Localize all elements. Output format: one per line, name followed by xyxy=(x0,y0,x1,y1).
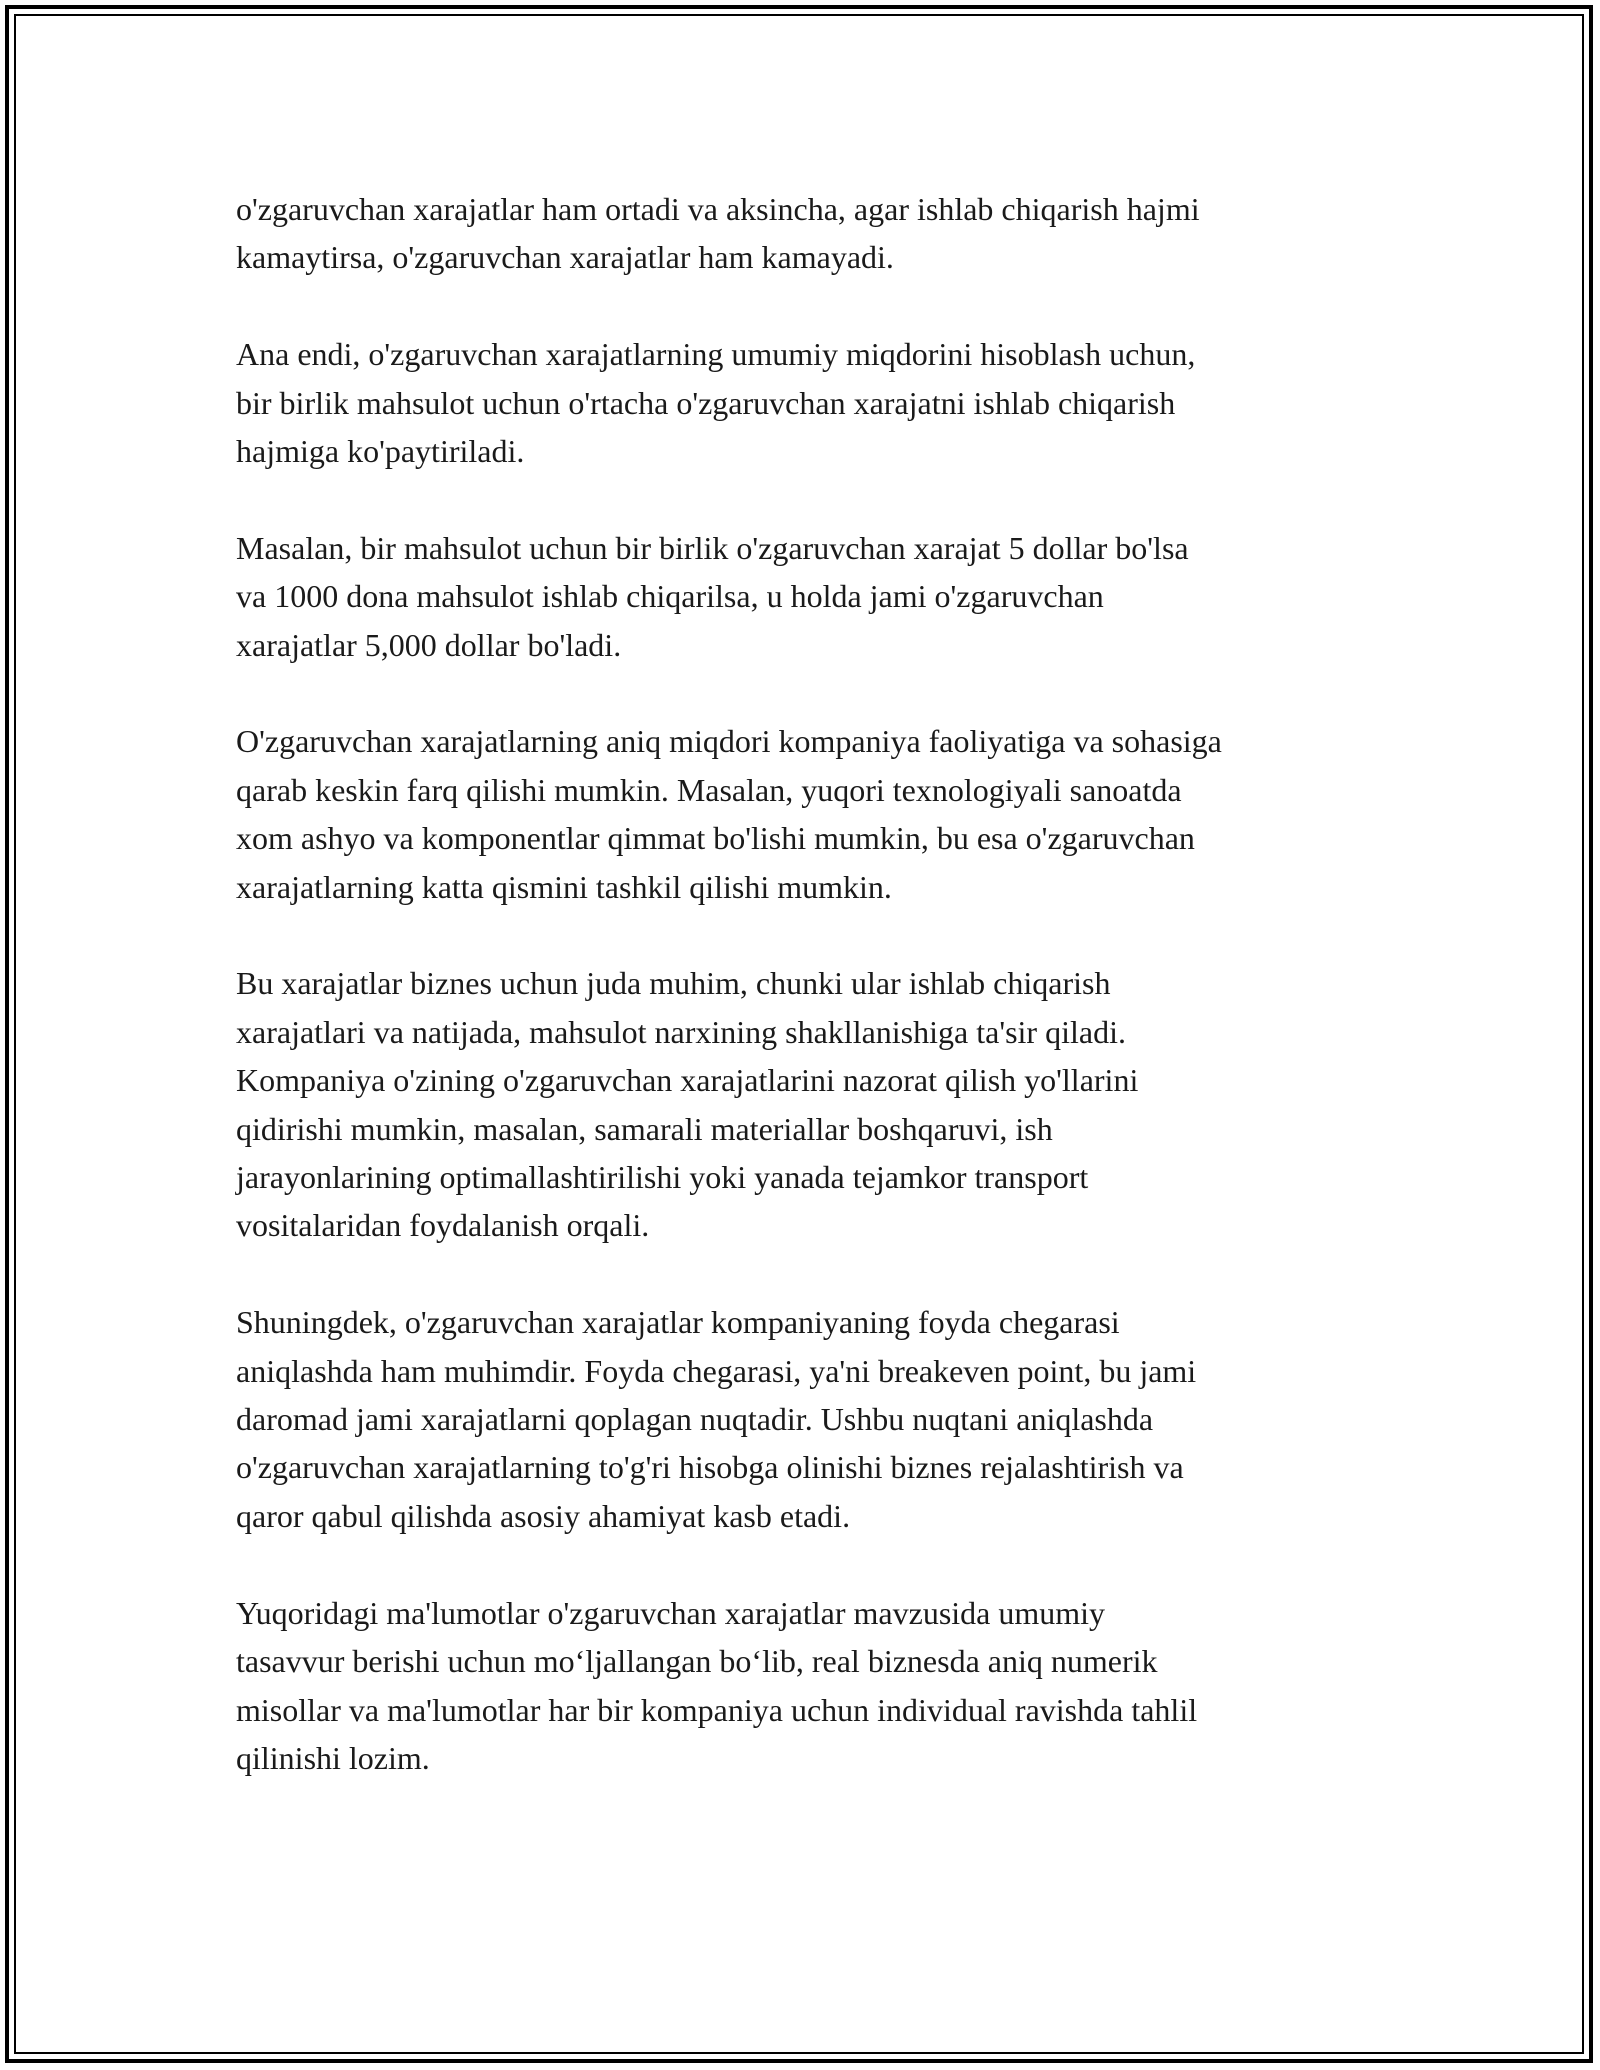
paragraph-5: Bu xarajatlar biznes uchun juda muhim, chunki ular ishlab chiqarish xarajatlari va natijada, mahsulot narxining shakllanishiga ta'sir qiladi. Kompaniya o'zining o'zgaruvchan xarajatlarini nazorat qilish yo'llarini qidirishi mumkin, masalan, samarali materiallar boshqaruvi, ish jarayonlarining optimallashtirilishi yoki yanada tejamkor transport vositalaridan foydalanish orqali. xyxy=(236,965,1139,1244)
paragraph-3: Masalan, bir mahsulot uchun bir birlik o'zgaruvchan xarajat 5 dollar bo'lsa va 1000 dona mahsulot ishlab chiqarilsa, u holda jami o'zgaruvchan xarajatlar 5,000 dollar bo'ladi. xyxy=(236,529,1189,663)
paragraph-7: Yuqoridagi ma'lumotlar o'zgaruvchan xarajatlar mavzusida umumiy tasavvur berishi uchun mo‘ljallangan bo‘lib, real biznesda aniq numerik misollar va ma'lumotlar har bir kompaniya uchun individual ravishda tahlil qilinishi lozim. xyxy=(236,1594,1198,1776)
paragraph-6: Shuningdek, o'zgaruvchan xarajatlar kompaniyaning foyda chegarasi aniqlashda ham muhimdir. Foyda chegarasi, ya'ni breakeven point, bu jami daromad jami xarajatlarni qoplagan nuqtadir. Ushbu nuqtani aniqlashda o'zgaruvchan xarajatlarning to'g'ri hisobga olinishi biznes rejalashtirish va qaror qabul qilishda asosiy ahamiyat kasb etadi. xyxy=(236,1304,1197,1534)
paragraph-1: o'zgaruvchan xarajatlar ham ortadi va aksincha, agar ishlab chiqarish hajmi kamaytirsa, o'zgaruvchan xarajatlar ham kamayadi. xyxy=(236,191,1200,276)
document-body xyxy=(236,185,1376,1831)
paragraph-4: O'zgaruvchan xarajatlarning aniq miqdori kompaniya faoliyatiga va sohasiga qarab keskin farq qilishi mumkin. Masalan, yuqori texnologiyali sanoatda xom ashyo va komponentlar qimmat bo'lishi mumkin, bu esa o'zgaruvchan xarajatlarning katta qismini tashkil qilishi mumkin. xyxy=(236,723,1222,905)
paragraph-2: Ana endi, o'zgaruvchan xarajatlarning umumiy miqdorini hisoblash uchun, bir birlik mahsulot uchun o'rtacha o'zgaruvchan xarajatni ishlab chiqarish hajmiga ko'paytiriladi. xyxy=(236,336,1196,470)
